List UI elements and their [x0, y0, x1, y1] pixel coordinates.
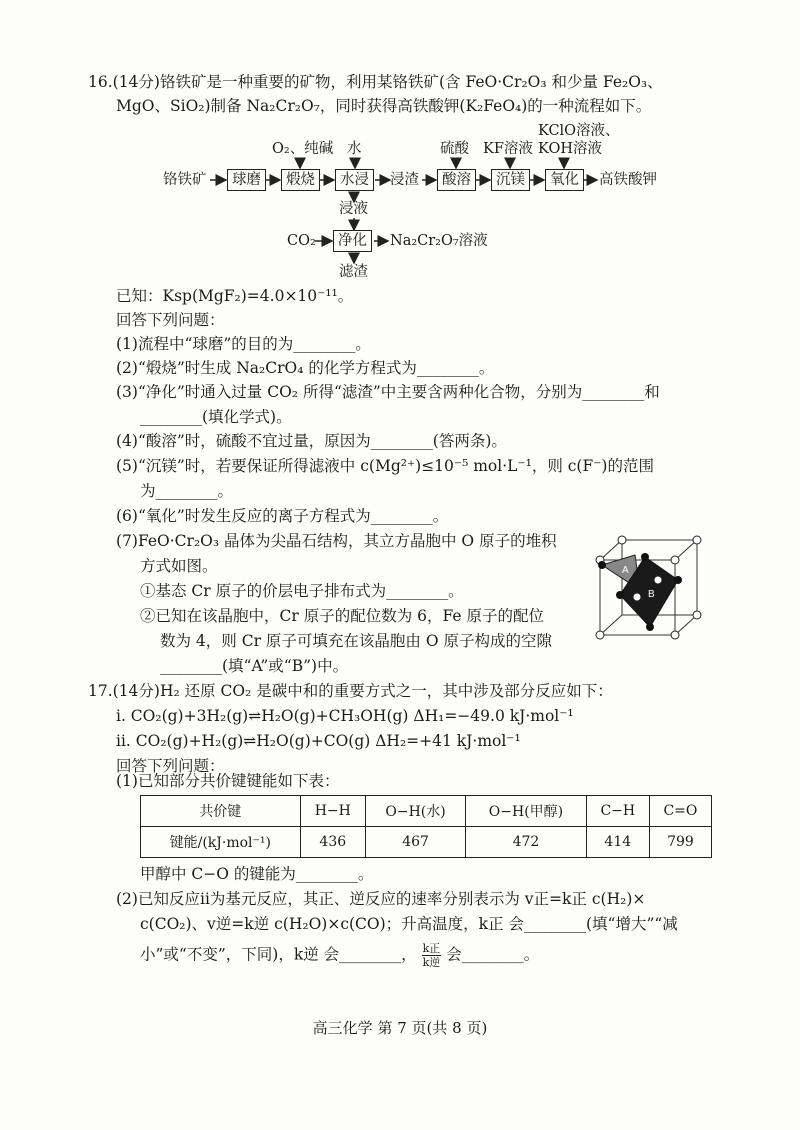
q16-sub4: (4)“酸溶”时，硫酸不宜过量，原因为________(答两条)。	[116, 432, 507, 450]
flow-reagent-calcine: O₂、纯碱	[272, 141, 334, 157]
table-header: H−H	[300, 796, 365, 827]
flow-product-ferrate: 高铁酸钾	[599, 172, 657, 188]
q16-sub6: (6)“氧化”时发生反应的离子方程式为________。	[116, 507, 449, 525]
flow-reagent-acid: 硫酸	[440, 141, 469, 157]
table-row-label: 键能/(kJ·mol⁻¹)	[141, 827, 301, 858]
q17-sub2-line3	[140, 942, 539, 969]
q17-sub1: (1)已知部分共价键键能如下表：	[116, 772, 340, 790]
table-header: O−H(水)	[365, 796, 465, 827]
table-header-row	[141, 796, 712, 827]
table-header: 共价键	[141, 796, 301, 827]
flow-leachate: 浸液	[339, 201, 368, 217]
frac-denominator: k逆	[422, 956, 441, 969]
table-row	[141, 827, 712, 858]
q16-sub7-part1: ①基态 Cr 原子的价层电子排布式为________。	[140, 582, 464, 600]
q16-sub5-line2: 为________。	[140, 482, 234, 500]
table-header: C=O	[649, 796, 711, 827]
q16-sub5-line1: (5)“沉镁”时，若要保证所得滤液中 c(Mg²⁺)≤10⁻⁵ mol·L⁻¹，则 c(F⁻)的范围	[116, 457, 654, 475]
flowchart-arrows	[0, 0, 800, 300]
flow-product-dichromate: Na₂Cr₂O₇溶液	[390, 233, 488, 249]
q16-sub7-line1: (7)FeO·Cr₂O₃ 晶体为尖晶石结构，其立方晶胞中 O 原子的堆积	[116, 532, 557, 550]
frac-numerator: k正	[422, 942, 441, 955]
table-header: C−H	[586, 796, 649, 827]
table-cell: 799	[649, 827, 711, 858]
flow-step-mg: 沉镁	[491, 169, 530, 191]
q16-known: 已知：Ksp(MgF₂)=4.0×10⁻¹¹。	[116, 287, 354, 305]
table-header: O−H(甲醇)	[466, 796, 587, 827]
q17-reaction-1: ⅰ. CO₂(g)+3H₂(g)⇌H₂O(g)+CH₃OH(g) ΔH₁=−49.0 kJ·mol⁻¹	[116, 707, 574, 725]
q17-sub2-line3-text: 小”或“不变”，下同)，k逆 会________，	[140, 945, 417, 964]
flow-co2: CO₂	[287, 233, 316, 249]
q16-intro-line1: 16.(14分)铬铁矿是一种重要的矿物，利用某铬铁矿(含 FeO·Cr₂O₃ 和少量 Fe₂O₃、	[88, 73, 663, 91]
q16-sub7-part2-line1: ②已知在该晶胞中，Cr 原子的配位数为 6，Fe 原子的配位	[140, 607, 544, 625]
q16-sub2: (2)“煅烧”时生成 Na₂CrO₄ 的化学方程式为________。	[116, 359, 495, 377]
flow-step-oxidize: 氧化	[545, 169, 584, 191]
site-label-a: A	[622, 565, 629, 576]
flow-reagent-mg: KF溶液	[483, 141, 533, 157]
q17-intro: 17.(14分)H₂ 还原 CO₂ 是碳中和的重要方式之一，其中涉及部分反应如下：	[88, 682, 613, 700]
q16-sub3-line1: (3)“净化”时通入过量 CO₂ 所得“滤渣”中主要含两种化合物，分别为________和	[116, 383, 660, 401]
flow-reagent-oxidize-2: KOH溶液	[538, 141, 602, 157]
rate-constant-ratio	[422, 942, 442, 969]
q16-sub7-part2-line2: 数为 4，则 Cr 原子可填充在该晶胞由 O 原子构成的空隙	[160, 632, 552, 650]
table-cell: 472	[466, 827, 587, 858]
q17-reaction-2: ⅱ. CO₂(g)+H₂(g)⇌H₂O(g)+CO(g) ΔH₂=+41 kJ·mol⁻¹	[116, 732, 521, 750]
flow-residue: 浸渣	[390, 172, 419, 188]
flow-reagent-oxidize-1: KClO溶液、	[538, 123, 620, 139]
q17-sub2-line2: c(CO₂)、v逆=k逆 c(H₂O)×c(CO)；升高温度，k正 会________(填“增大”“减	[140, 915, 678, 933]
site-label-b: B	[648, 589, 655, 600]
q16-sub1: (1)流程中“球磨”的目的为________。	[116, 335, 371, 353]
q17-sub2-line1: (2)已知反应ⅱ为基元反应，其正、逆反应的速率分别表示为 v正=k正 c(H₂)×	[116, 890, 646, 908]
q17-sub1-answer: 甲醇中 C−O 的键能为________。	[140, 865, 374, 883]
flow-step-purify: 净化	[333, 230, 372, 252]
page-footer: 高三化学 第 7 页(共 8 页)	[312, 1019, 488, 1037]
bond-energy-table	[140, 795, 712, 858]
q16-sub3-line2: ________(填化学式)。	[140, 408, 292, 426]
flow-reagent-leach: 水	[347, 141, 362, 157]
q17-sub2-line3-end: 会________。	[446, 945, 540, 964]
q16-sub7-part2-line3: ________(填“A”或“B”)中。	[160, 657, 349, 675]
flow-step-leach: 水浸	[335, 169, 374, 191]
q17-prompt: 回答下列问题：	[116, 757, 225, 775]
flow-step-calcine: 煅烧	[281, 169, 320, 191]
q16-prompt: 回答下列问题：	[116, 311, 225, 329]
q16-sub7-line2: 方式如图。	[140, 557, 218, 575]
table-cell: 436	[300, 827, 365, 858]
crystal-cell-figure	[590, 535, 710, 645]
flow-filter-residue: 滤渣	[339, 264, 368, 280]
table-cell: 467	[365, 827, 465, 858]
flow-step-acid: 酸溶	[437, 169, 476, 191]
flow-start: 铬铁矿	[163, 172, 207, 188]
flow-step-ball: 球磨	[227, 169, 266, 191]
table-cell: 414	[586, 827, 649, 858]
q16-intro-line2: MgO、SiO₂)制备 Na₂Cr₂O₇，同时获得高铁酸钾(K₂FeO₄)的一种流程如下。	[116, 97, 652, 115]
